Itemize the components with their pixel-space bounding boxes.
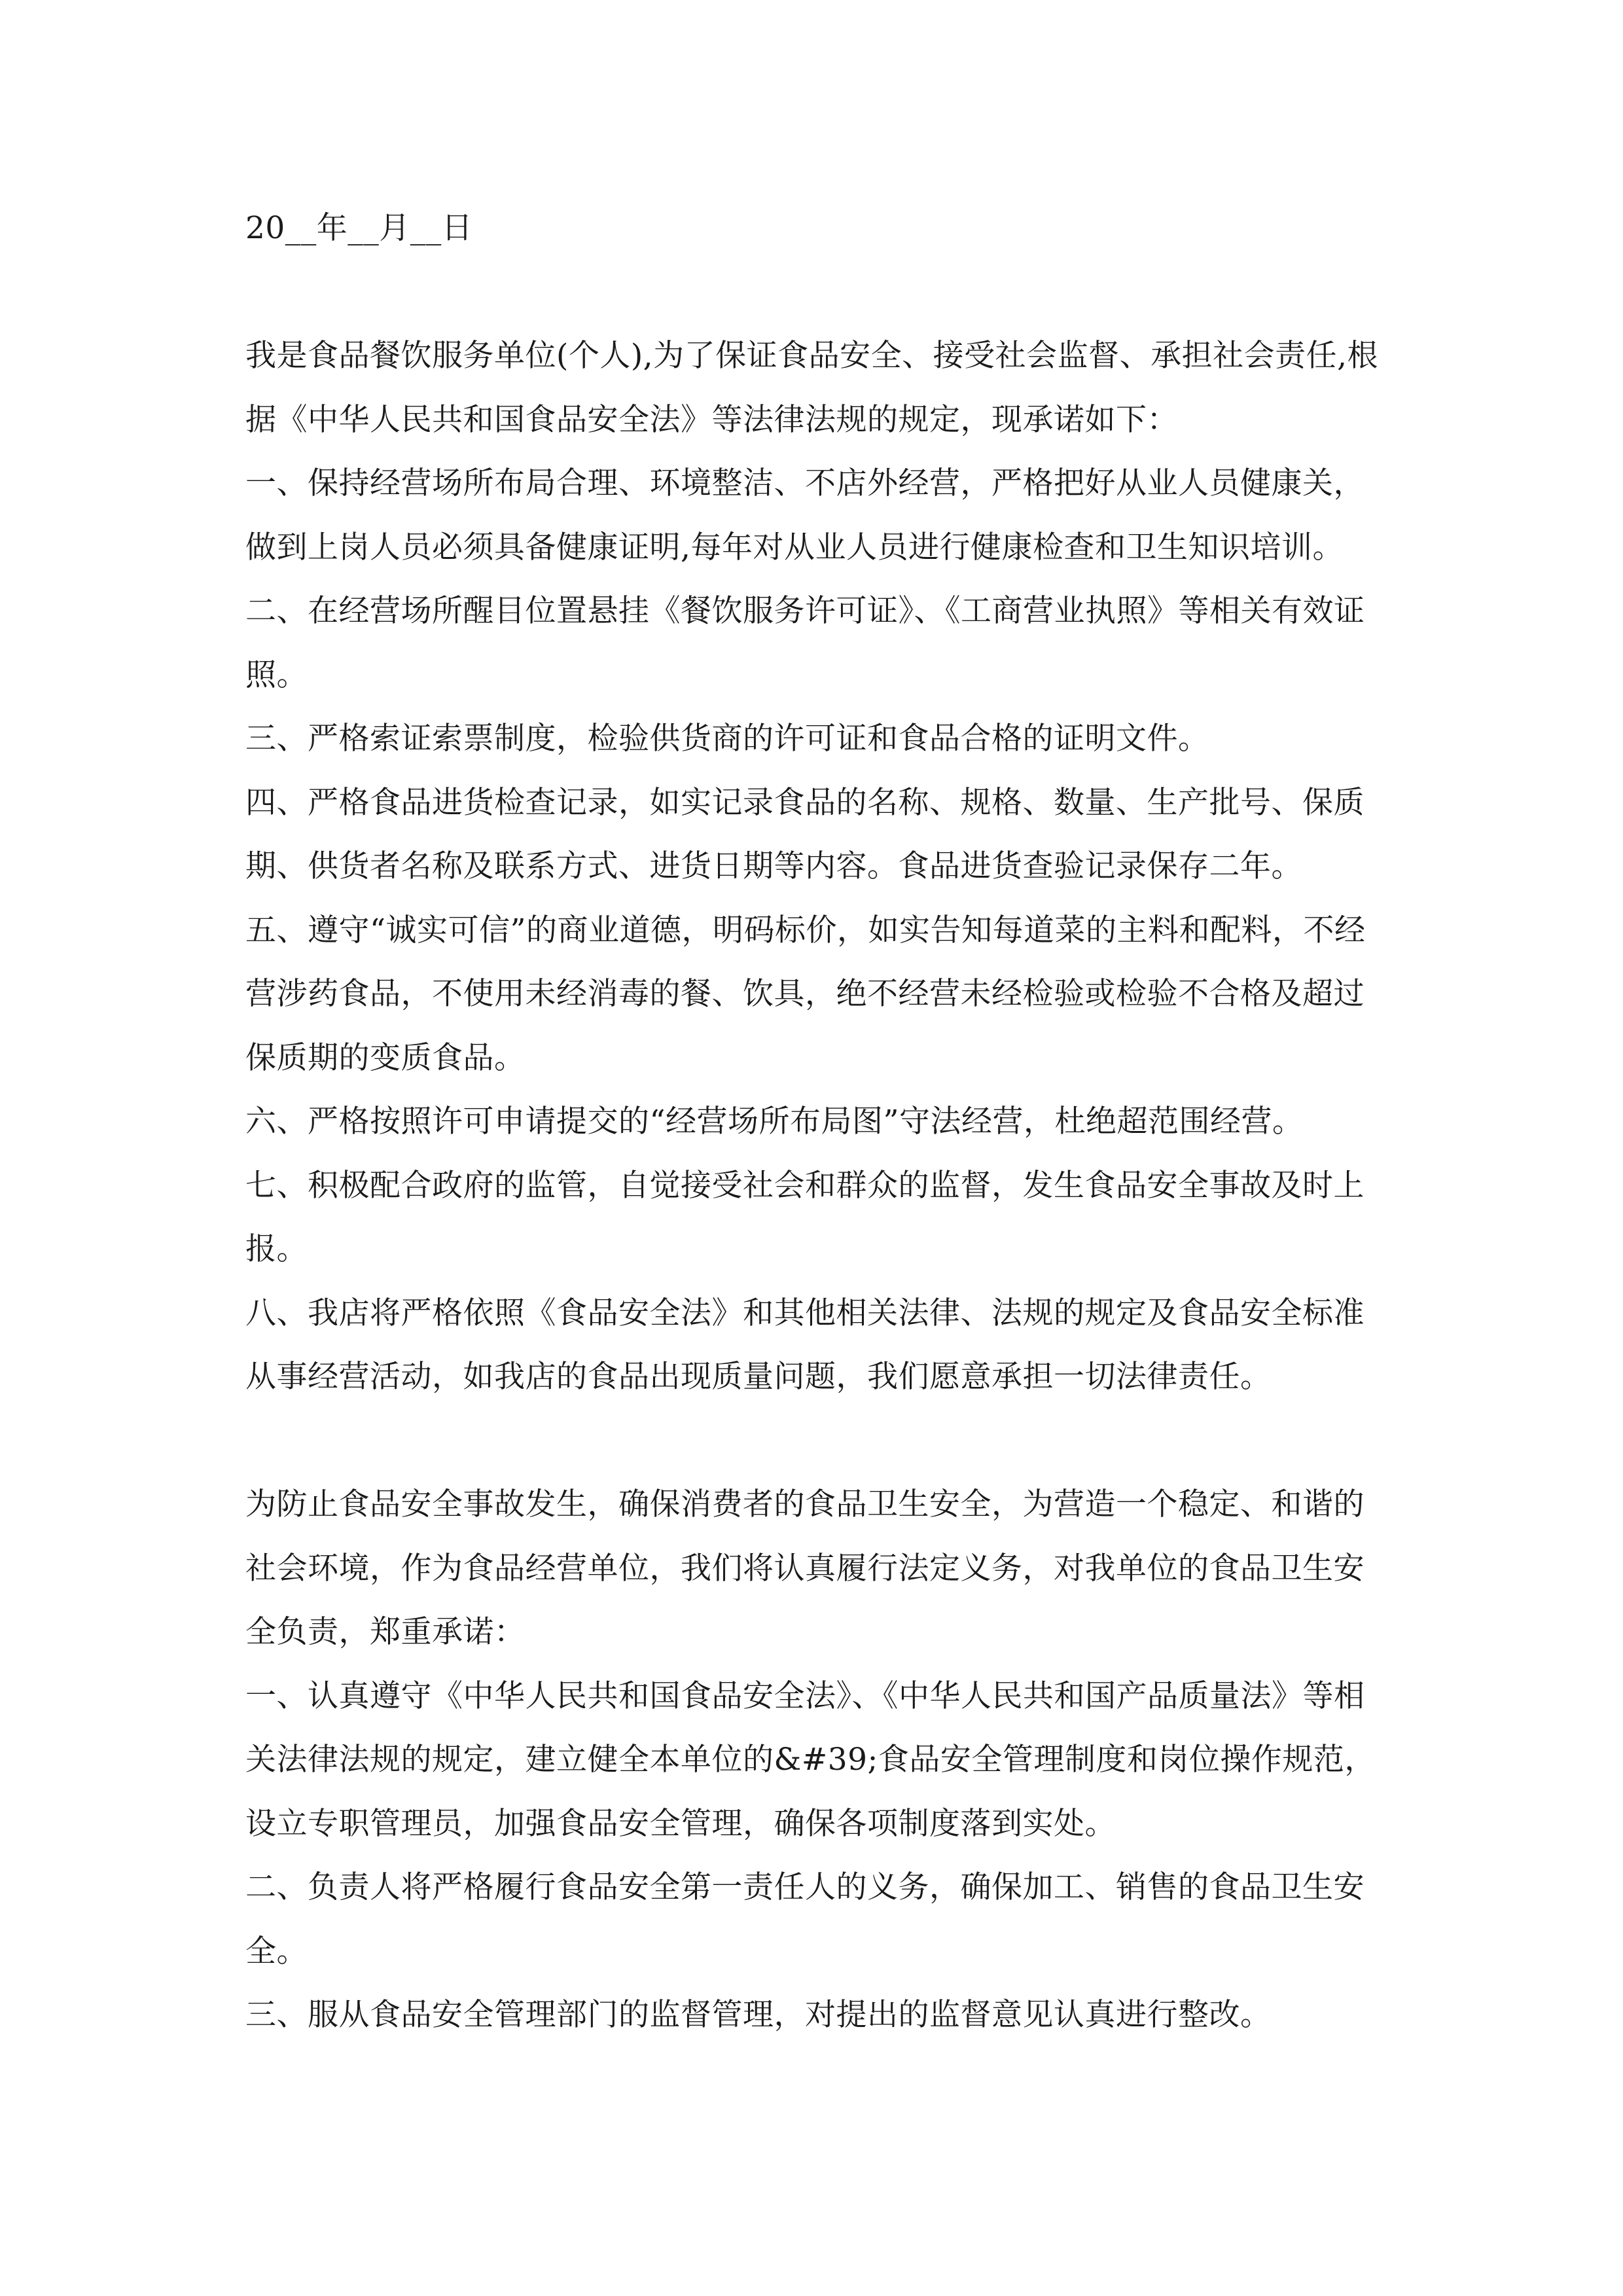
section2-item-3: 三、服从食品安全管理部门的监督管理，对提出的监督意见认真进行整改。: [245, 1997, 1272, 2033]
section1-item-3: 三、严格索证索票制度，检验供货商的许可证和食品合格的证明文件。: [245, 721, 1209, 757]
section1-intro: 我是食品餐饮服务单位(个人),为了保证食品安全、接受社会监督、承担社会责任,根据《中华人民共和国食品安全法》等法律法规的规定，现承诺如下：: [245, 338, 1379, 438]
section1-item-2: 二、在经营场所醒目位置悬挂《餐饮服务许可证》、《工商营业执照》等相关有效证照。: [245, 593, 1365, 693]
section1-item-7: 七、积极配合政府的监管，自觉接受社会和群众的监督，发生食品安全事故及时上报。: [245, 1167, 1364, 1267]
section1-item-1: 一、保持经营场所布局合理、环境整洁、不店外经营，严格把好从业人员健康关，做到上岗人员必须具备健康证明,每年对从业人员进行健康检查和卫生知识培训。: [245, 465, 1364, 565]
section2-intro: 为防止食品安全事故发生，确保消费者的食品卫生安全，为营造一个稳定、和谐的社会环境，作为食品经营单位，我们将认真履行法定义务，对我单位的食品卫生安全负责，郑重承诺：: [245, 1486, 1364, 1650]
document-body: [245, 196, 1384, 2047]
section1-item-5: 五、遵守“诚实可信”的商业道德，明码标价，如实告知每道菜的主料和配料，不经营涉药食品，不使用未经消毒的餐、饮具，绝不经营未经检验或检验不合格及超过保质期的变质食品。: [245, 912, 1366, 1076]
blank-line: [245, 1409, 1384, 1473]
section1-item-4: 四、严格食品进货检查记录，如实记录食品的名称、规格、数量、生产批号、保质期、供货者名称及联系方式、进货日期等内容。食品进货查验记录保存二年。: [245, 784, 1364, 884]
section1-item-8: 八、我店将严格依照《食品安全法》和其他相关法律、法规的规定及食品安全标准从事经营活动，如我店的食品出现质量问题，我们愿意承担一切法律责任。: [245, 1295, 1364, 1395]
section1-item-6: 六、严格按照许可申请提交的“经营场所布局图”守法经营，杜绝超范围经营。: [245, 1103, 1304, 1139]
section2-item-1: 一、认真遵守《中华人民共和国食品安全法》、《中华人民共和国产品质量法》等相关法律法规的规定，建立健全本单位的&#39;食品安全管理制度和岗位操作规范，设立专职管理员，加强食品安全管理，确保各项制度落到实处。: [245, 1677, 1376, 1842]
blank-line: [245, 260, 1384, 325]
section2-item-2: 二、负责人将严格履行食品安全第一责任人的义务，确保加工、销售的食品卫生安全。: [245, 1869, 1364, 1969]
date-line: 20__年__月__日: [245, 210, 473, 246]
